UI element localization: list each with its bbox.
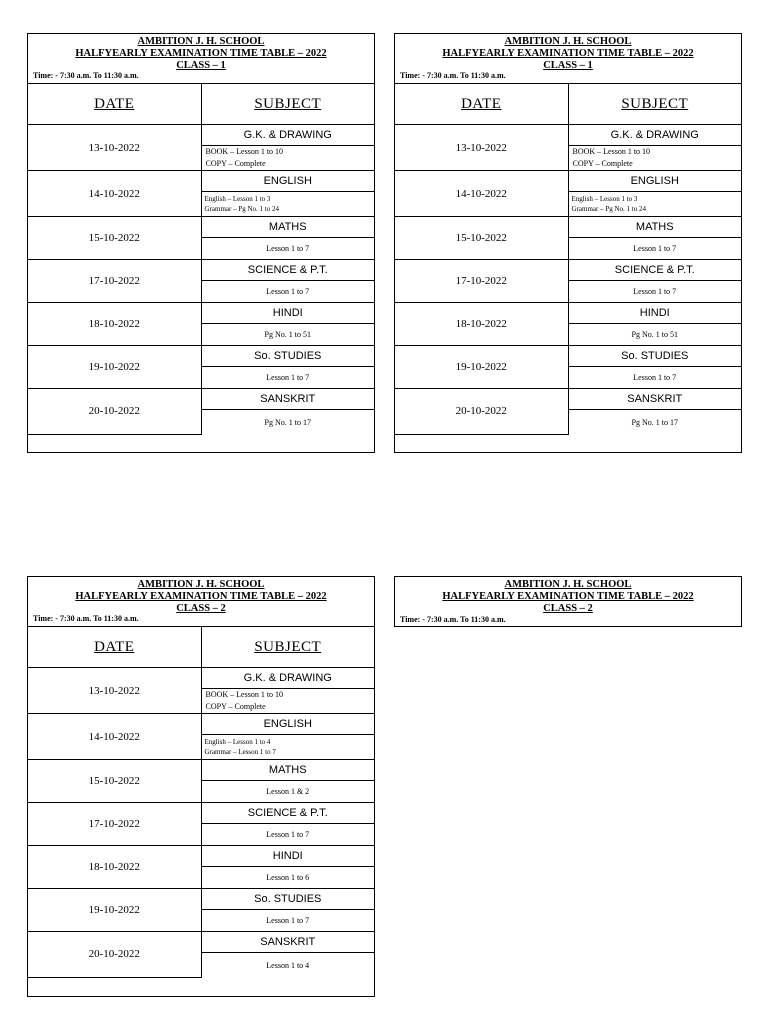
syllabus-detail bbox=[201, 689, 374, 714]
syllabus-line: English – Lesson 1 to 4 bbox=[204, 738, 271, 746]
timetable-card-class2-left bbox=[27, 576, 375, 997]
exam-date: 15-10-2022 bbox=[28, 760, 201, 803]
syllabus-detail: Pg No. 1 to 51 bbox=[201, 324, 374, 346]
table-row bbox=[28, 932, 374, 953]
syllabus-detail: Pg No. 1 to 17 bbox=[201, 410, 374, 435]
table-row bbox=[28, 760, 374, 781]
table-row bbox=[395, 125, 741, 146]
table-row bbox=[28, 668, 374, 689]
subject-name: SCIENCE & P.T. bbox=[201, 260, 374, 281]
subject-column-header: SUBJECT bbox=[201, 627, 374, 668]
timetable-card-class1-right bbox=[394, 33, 742, 453]
table-row bbox=[28, 346, 374, 367]
syllabus-detail: Lesson 1 to 6 bbox=[201, 867, 374, 889]
subject-name: SCIENCE & P.T. bbox=[568, 260, 741, 281]
syllabus-line: BOOK – Lesson 1 to 10 bbox=[205, 690, 284, 699]
school-name: AMBITION J. H. SCHOOL bbox=[504, 36, 632, 47]
subject-column-header: SUBJECT bbox=[568, 84, 741, 125]
syllabus-line: COPY – Complete bbox=[205, 702, 266, 711]
table-header-row bbox=[28, 84, 374, 125]
table-row bbox=[28, 889, 374, 910]
exam-date: 20-10-2022 bbox=[28, 932, 201, 978]
table-row bbox=[395, 303, 741, 324]
table-row bbox=[28, 171, 374, 192]
syllabus-detail: Lesson 1 to 7 bbox=[568, 281, 741, 303]
table-row bbox=[28, 217, 374, 238]
exam-date: 19-10-2022 bbox=[28, 889, 201, 932]
syllabus-detail bbox=[201, 735, 374, 760]
card-header bbox=[395, 577, 741, 627]
exam-date: 19-10-2022 bbox=[395, 346, 568, 389]
table-header-row bbox=[28, 627, 374, 668]
syllabus-detail bbox=[201, 192, 374, 217]
date-column-header: DATE bbox=[395, 84, 568, 125]
table-row bbox=[395, 171, 741, 192]
subject-name: MATHS bbox=[201, 217, 374, 238]
subject-name: G.K. & DRAWING bbox=[568, 125, 741, 146]
subject-name: MATHS bbox=[568, 217, 741, 238]
subject-name: G.K. & DRAWING bbox=[201, 668, 374, 689]
exam-date: 18-10-2022 bbox=[395, 303, 568, 346]
exam-date: 13-10-2022 bbox=[28, 668, 201, 714]
date-column-header: DATE bbox=[28, 84, 201, 125]
card-header bbox=[28, 577, 374, 627]
table-row bbox=[28, 303, 374, 324]
timetable bbox=[28, 627, 374, 978]
exam-date: 15-10-2022 bbox=[28, 217, 201, 260]
exam-time: Time: - 7:30 a.m. To 11:30 a.m. bbox=[33, 614, 139, 623]
subject-name: HINDI bbox=[201, 846, 374, 867]
subject-name: HINDI bbox=[201, 303, 374, 324]
exam-date: 20-10-2022 bbox=[28, 389, 201, 435]
exam-date: 17-10-2022 bbox=[28, 260, 201, 303]
exam-title: HALFYEARLY EXAMINATION TIME TABLE – 2022 bbox=[442, 591, 694, 602]
subject-name: MATHS bbox=[201, 760, 374, 781]
table-row bbox=[395, 389, 741, 410]
table-row bbox=[28, 260, 374, 281]
exam-time: Time: - 7:30 a.m. To 11:30 a.m. bbox=[33, 71, 139, 80]
exam-time: Time: - 7:30 a.m. To 11:30 a.m. bbox=[400, 615, 506, 624]
syllabus-detail: Lesson 1 to 7 bbox=[201, 910, 374, 932]
syllabus-line: English – Lesson 1 to 3 bbox=[571, 195, 638, 203]
syllabus-detail: Lesson 1 to 7 bbox=[568, 238, 741, 260]
syllabus-detail bbox=[201, 146, 374, 171]
syllabus-detail: Lesson 1 to 7 bbox=[201, 824, 374, 846]
syllabus-detail: Lesson 1 & 2 bbox=[201, 781, 374, 803]
syllabus-detail bbox=[568, 146, 741, 171]
syllabus-detail bbox=[568, 192, 741, 217]
exam-date: 13-10-2022 bbox=[28, 125, 201, 171]
date-column-header: DATE bbox=[28, 627, 201, 668]
table-row bbox=[395, 346, 741, 367]
class-label: CLASS – 2 bbox=[543, 603, 593, 614]
syllabus-line: BOOK – Lesson 1 to 10 bbox=[205, 147, 284, 156]
subject-name: SANSKRIT bbox=[201, 932, 374, 953]
subject-name: HINDI bbox=[568, 303, 741, 324]
exam-date: 19-10-2022 bbox=[28, 346, 201, 389]
school-name: AMBITION J. H. SCHOOL bbox=[137, 36, 265, 47]
subject-name: SANSKRIT bbox=[568, 389, 741, 410]
table-row bbox=[28, 846, 374, 867]
timetable bbox=[395, 84, 741, 435]
exam-date: 14-10-2022 bbox=[28, 714, 201, 760]
syllabus-detail: Lesson 1 to 7 bbox=[201, 281, 374, 303]
subject-name: ENGLISH bbox=[201, 714, 374, 735]
subject-name: G.K. & DRAWING bbox=[201, 125, 374, 146]
table-row bbox=[28, 803, 374, 824]
card-header bbox=[395, 34, 741, 84]
subject-name: ENGLISH bbox=[568, 171, 741, 192]
class-label: CLASS – 1 bbox=[176, 60, 226, 71]
table-header-row bbox=[395, 84, 741, 125]
table-row bbox=[395, 260, 741, 281]
exam-date: 14-10-2022 bbox=[395, 171, 568, 217]
school-name: AMBITION J. H. SCHOOL bbox=[137, 579, 265, 590]
syllabus-line: Grammar – Lesson 1 to 7 bbox=[204, 748, 276, 756]
subject-name: SCIENCE & P.T. bbox=[201, 803, 374, 824]
timetable-card-class2-right bbox=[394, 576, 742, 627]
school-name: AMBITION J. H. SCHOOL bbox=[504, 579, 632, 590]
subject-name: So. STUDIES bbox=[568, 346, 741, 367]
exam-date: 20-10-2022 bbox=[395, 389, 568, 435]
exam-title: HALFYEARLY EXAMINATION TIME TABLE – 2022 bbox=[75, 48, 327, 59]
exam-date: 18-10-2022 bbox=[28, 846, 201, 889]
card-header bbox=[28, 34, 374, 84]
table-row bbox=[28, 125, 374, 146]
syllabus-line: BOOK – Lesson 1 to 10 bbox=[572, 147, 651, 156]
syllabus-detail: Lesson 1 to 7 bbox=[201, 238, 374, 260]
subject-name: So. STUDIES bbox=[201, 346, 374, 367]
exam-title: HALFYEARLY EXAMINATION TIME TABLE – 2022 bbox=[442, 48, 694, 59]
exam-date: 17-10-2022 bbox=[28, 803, 201, 846]
exam-title: HALFYEARLY EXAMINATION TIME TABLE – 2022 bbox=[75, 591, 327, 602]
subject-name: So. STUDIES bbox=[201, 889, 374, 910]
exam-date: 17-10-2022 bbox=[395, 260, 568, 303]
syllabus-detail: Lesson 1 to 4 bbox=[201, 953, 374, 978]
syllabus-line: Grammar – Pg No. 1 to 24 bbox=[204, 205, 279, 213]
exam-date: 18-10-2022 bbox=[28, 303, 201, 346]
subject-name: SANSKRIT bbox=[201, 389, 374, 410]
syllabus-line: Grammar – Pg No. 1 to 24 bbox=[571, 205, 646, 213]
syllabus-line: English – Lesson 1 to 3 bbox=[204, 195, 271, 203]
table-row bbox=[28, 389, 374, 410]
exam-date: 14-10-2022 bbox=[28, 171, 201, 217]
syllabus-detail: Pg No. 1 to 17 bbox=[568, 410, 741, 435]
class-label: CLASS – 2 bbox=[176, 603, 226, 614]
syllabus-line: COPY – Complete bbox=[572, 159, 633, 168]
syllabus-detail: Pg No. 1 to 51 bbox=[568, 324, 741, 346]
table-row bbox=[395, 217, 741, 238]
subject-column-header: SUBJECT bbox=[201, 84, 374, 125]
timetable bbox=[28, 84, 374, 435]
subject-name: ENGLISH bbox=[201, 171, 374, 192]
exam-date: 15-10-2022 bbox=[395, 217, 568, 260]
timetable-card-class1-left bbox=[27, 33, 375, 453]
syllabus-line: COPY – Complete bbox=[205, 159, 266, 168]
syllabus-detail: Lesson 1 to 7 bbox=[568, 367, 741, 389]
exam-time: Time: - 7:30 a.m. To 11:30 a.m. bbox=[400, 71, 506, 80]
table-row bbox=[28, 714, 374, 735]
class-label: CLASS – 1 bbox=[543, 60, 593, 71]
exam-date: 13-10-2022 bbox=[395, 125, 568, 171]
syllabus-detail: Lesson 1 to 7 bbox=[201, 367, 374, 389]
